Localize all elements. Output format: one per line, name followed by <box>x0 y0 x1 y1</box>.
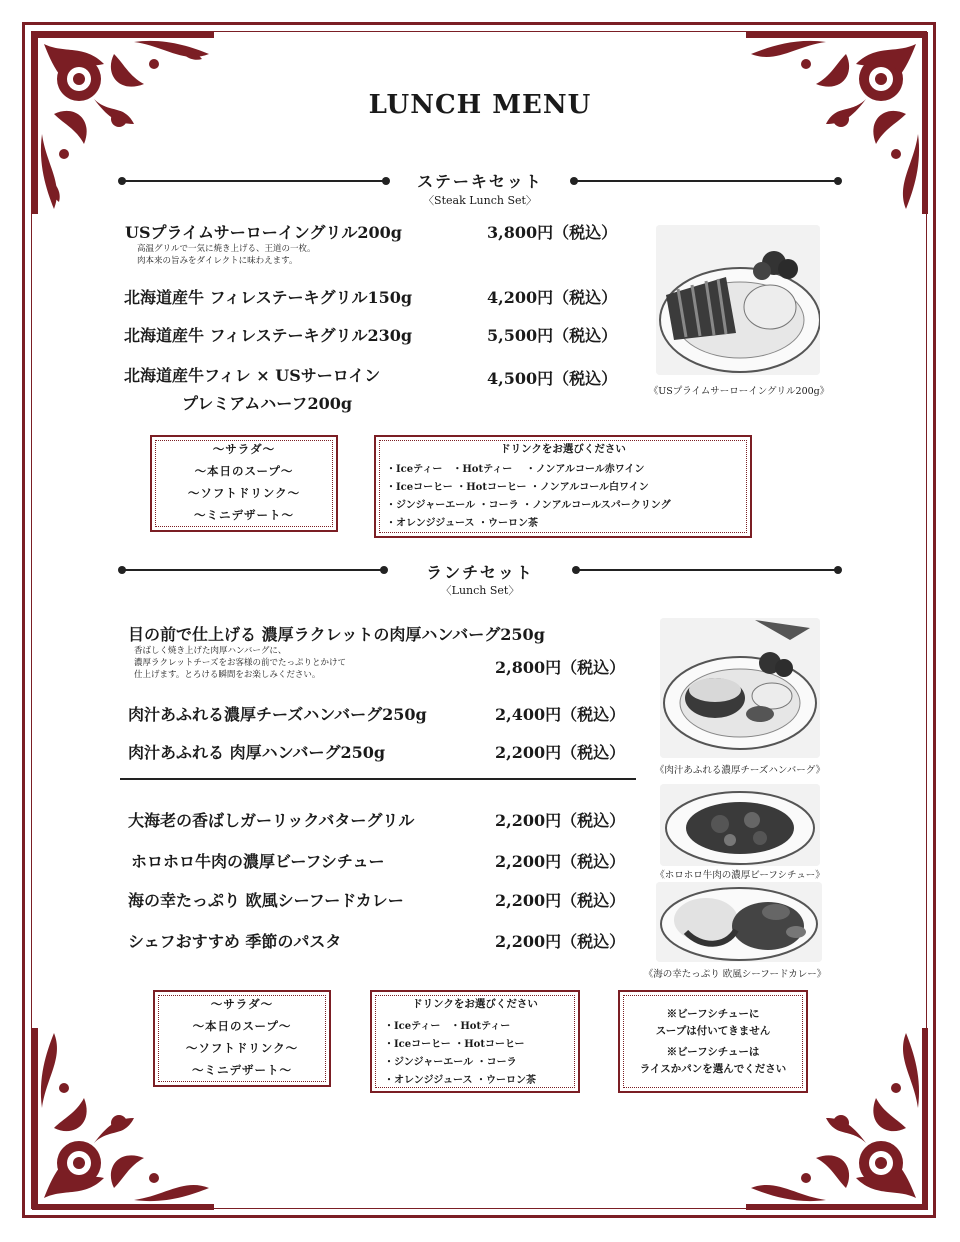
lunch-item-name: 肉汁あふれる 肉厚ハンバーグ250g <box>128 743 386 762</box>
steak-section-subtitle: 〈Steak Lunch Set〉 <box>423 194 537 207</box>
section-rule-right <box>574 569 840 571</box>
lunch-item-desc: 香ばしく焼き上げた肉厚ハンバーグに、 <box>134 646 287 656</box>
ornament-corner-icon <box>24 24 224 224</box>
steak-item-price: 4,200円（税込） <box>487 288 618 307</box>
note-box <box>618 990 808 1093</box>
page-title: LUNCH MENU <box>368 90 592 120</box>
steak-item-desc: 肉本来の旨みをダイレクトに味わえます。 <box>137 256 298 266</box>
steak-set-box <box>150 435 338 532</box>
lunch-item-name: 目の前で仕上げる 濃厚ラクレットの肉厚ハンバーグ250g <box>128 625 545 644</box>
section-rule-left <box>120 180 388 182</box>
ornament-corner-icon <box>736 24 936 224</box>
lunch-item-name: ホロホロ牛肉の濃厚ビーフシチュー <box>131 852 385 871</box>
set-item: ～本日のスープ～ <box>194 464 294 478</box>
lunch-drink-box <box>370 990 580 1093</box>
note-line: ライスかパンを選んでください <box>639 1063 787 1075</box>
steak-item-name: プレミアムハーフ200g <box>182 394 353 413</box>
section-rule-right <box>572 180 840 182</box>
steak-item-name: 北海道産牛 フィレステーキグリル150g <box>124 288 413 307</box>
lunch-item-desc: 仕上げます。とろける瞬間をお楽しみください。 <box>134 670 321 680</box>
drink-line: ・Iceティー ・Hotティー ・ノンアルコール赤ワイン <box>386 464 645 475</box>
drink-line: ・ジンジャーエール ・コーラ <box>384 1057 517 1068</box>
steak-item-price: 3,800円（税込） <box>487 223 618 242</box>
note-line: ※ビーフシチューに <box>666 1008 760 1020</box>
lunch-set-box <box>153 990 331 1087</box>
steak-item-name: 北海道産牛フィレ × USサーロイン <box>124 366 381 385</box>
note-line: スープは付いてきません <box>655 1025 771 1037</box>
lunch-photo-caption: 《海の幸たっぷり 欧風シーフードカレー》 <box>643 969 827 980</box>
set-item: ～ソフトドリンク～ <box>187 486 301 500</box>
note-line: ※ビーフシチューは <box>666 1046 760 1058</box>
drink-box-title: ドリンクをお選びください <box>412 998 538 1010</box>
drink-box-title: ドリンクをお選びください <box>500 443 626 455</box>
lunch-item-price: 2,400円（税込） <box>495 705 626 724</box>
steak-item-name: USプライムサーローイングリル200g <box>125 223 402 242</box>
steak-item-desc: 高温グリルで一気に焼き上げる、王道の一枚。 <box>137 244 316 254</box>
lunch-item-name: シェフおすすめ 季節のパスタ <box>128 932 342 951</box>
steak-drink-box <box>374 435 752 538</box>
steak-photo-caption: 《USプライムサーローイングリル200g》 <box>648 386 830 397</box>
beef-stew-illustration <box>660 784 820 866</box>
drink-line: ・Iceティー ・Hotティー <box>384 1021 511 1032</box>
lunch-item-name: 大海老の香ばしガーリックバターグリル <box>128 811 415 830</box>
lunch-item-name: 海の幸たっぷり 欧風シーフードカレー <box>128 891 404 910</box>
steak-item-price: 5,500円（税込） <box>487 326 618 345</box>
steak-item-price: 4,500円（税込） <box>487 369 618 388</box>
lunch-item-desc: 濃厚ラクレットチーズをお客様の前でたっぷりとかけて <box>134 658 346 668</box>
lunch-item-price: 2,200円（税込） <box>495 852 626 871</box>
lunch-section-subtitle: 〈Lunch Set〉 <box>440 584 520 597</box>
drink-line: ・オレンジジュース ・ウーロン茶 <box>384 1075 537 1086</box>
drink-line: ・Iceコーヒー ・Hotコーヒー <box>384 1039 525 1050</box>
steak-plate-illustration <box>656 225 820 375</box>
lunch-item-price: 2,200円（税込） <box>495 932 626 951</box>
hamburg-plate-illustration <box>660 618 820 758</box>
lunch-section-title: ランチセット <box>426 563 534 582</box>
lunch-item-price: 2,200円（税込） <box>495 891 626 910</box>
set-item: ～ミニデザート～ <box>194 508 294 522</box>
seafood-curry-illustration <box>656 882 822 962</box>
lunch-item-name: 肉汁あふれる濃厚チーズハンバーグ250g <box>128 705 427 724</box>
lunch-divider <box>120 778 636 780</box>
set-item: ～ミニデザート～ <box>192 1063 292 1077</box>
set-item: ～サラダ～ <box>212 442 276 456</box>
set-item: ～ソフトドリンク～ <box>185 1041 299 1055</box>
lunch-item-price: 2,200円（税込） <box>495 743 626 762</box>
set-item: ～サラダ～ <box>210 997 274 1011</box>
lunch-photo-caption: 《肉汁あふれる濃厚チーズハンバーグ》 <box>654 765 826 776</box>
lunch-item-price: 2,200円（税込） <box>495 811 626 830</box>
drink-line: ・オレンジジュース ・ウーロン茶 <box>386 518 539 529</box>
steak-item-name: 北海道産牛 フィレステーキグリル230g <box>124 326 413 345</box>
drink-line: ・Iceコーヒー ・Hotコーヒー ・ノンアルコール白ワイン <box>386 482 649 493</box>
lunch-photo-caption: 《ホロホロ牛肉の濃厚ビーフシチュー》 <box>655 870 825 881</box>
lunch-item-price: 2,800円（税込） <box>495 658 626 677</box>
steak-section-title: ステーキセット <box>417 172 543 191</box>
set-item: ～本日のスープ～ <box>192 1019 292 1033</box>
section-rule-left <box>120 569 386 571</box>
drink-line: ・ジンジャーエール ・コーラ ・ノンアルコールスパークリング <box>386 500 671 511</box>
